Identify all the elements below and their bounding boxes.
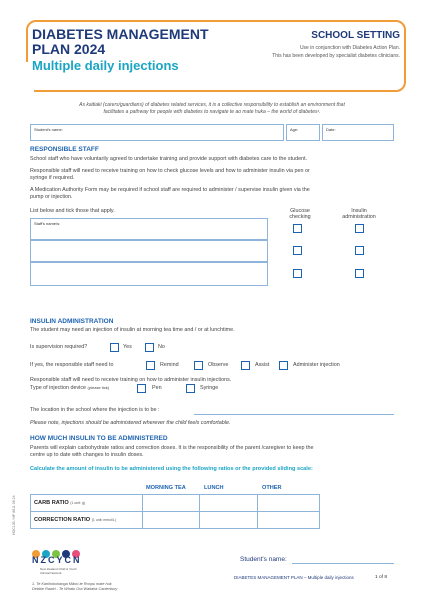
assist-label: Assist — [255, 362, 270, 368]
supervision-yes-label: Yes — [123, 344, 132, 350]
col-morning-tea: MORNING TEA — [146, 485, 186, 491]
intro-line2: facilitates a pathway for people with diabetes to navigate te ao mate huka – the world of diabetes¹. — [103, 109, 321, 115]
staff-name-row-1[interactable] — [30, 218, 268, 240]
header-note-2: This has been developed by specialist diabetes clinicians. — [272, 53, 400, 59]
administer-checkbox[interactable] — [279, 361, 288, 370]
location-input-line[interactable] — [194, 414, 394, 415]
list-prompt: List below and tick those that apply. — [30, 208, 115, 214]
syringe-label: Syringe — [200, 385, 219, 391]
student-name-label: Student's name: — [34, 127, 63, 132]
footnote: 1. Te Kanihokohanga Māori-te Roopu mate huk Debbie Rawiri - Te Whatu Ora Waitaha Canterbury — [32, 582, 118, 591]
supervision-question: Is supervision required? — [30, 344, 88, 350]
carb-other-cell[interactable] — [258, 495, 320, 512]
ratio-table — [30, 494, 320, 529]
school-setting-label: SCHOOL SETTING — [311, 30, 400, 41]
supervision-yes-checkbox[interactable] — [110, 343, 119, 352]
header-note-1: Use in conjunction with Diabetes Action Plan. — [299, 45, 400, 51]
carb-morning-tea-cell[interactable] — [142, 495, 200, 512]
col-insulin-header: Insulin administration — [342, 208, 376, 220]
observe-label: Observe — [208, 362, 229, 368]
insulin-check-2[interactable] — [355, 246, 364, 255]
footer-doc-ref: DIABETES MANAGEMENT PLAN – Multiple daily injections — [234, 575, 354, 580]
glucose-check-1[interactable] — [293, 224, 302, 233]
how-much-p1-l2: centre up to date with changes to insulin doses. — [30, 452, 144, 458]
assist-checkbox[interactable] — [241, 361, 250, 370]
remind-checkbox[interactable] — [146, 361, 155, 370]
doc-title-line2: PLAN 2024 — [32, 41, 106, 57]
carb-ratio-row — [31, 495, 320, 512]
intro-line1: As kaitiaki (carers/guardians) of diabetes related services, it is a collective responsibility to establish an environment that — [79, 102, 345, 108]
supervision-no-checkbox[interactable] — [145, 343, 154, 352]
staff-p2-l2: syringe if required. — [30, 175, 75, 181]
syringe-checkbox[interactable] — [186, 384, 195, 393]
observe-checkbox[interactable] — [194, 361, 203, 370]
age-label: Age: — [290, 127, 299, 132]
device-type-label: Type of injection device (please tick) — [30, 385, 110, 391]
doc-title-line1: DIABETES MANAGEMENT — [32, 26, 209, 42]
footer-student-name-line[interactable] — [292, 563, 394, 564]
calc-instruction: Calculate the amount of insulin to be administered using the following ratios or the provided sliding scale: — [30, 466, 313, 472]
staff-p2-l1: Responsible staff will need to receive training on how to check glucose levels and how to administer insulin via pen or — [30, 168, 310, 174]
corr-lunch-cell[interactable] — [200, 512, 258, 529]
how-much-p1-l1: Parents will explain carbohydrate ratios and correction doses. It is the responsibility of the parent /caregiver to keep the — [30, 445, 314, 451]
insulin-admin-p1: The student may need an injection of insulin at morning tea time and / or at lunchtime. — [30, 327, 235, 333]
col-other: OTHER — [262, 485, 282, 491]
correction-ratio-label: CORRECTION RATIO (1 unit: mmol/L) — [31, 512, 143, 529]
logo-text: NZCYCN — [32, 555, 82, 565]
insulin-admin-heading: INSULIN ADMINISTRATION — [30, 318, 114, 325]
if-yes-label: If yes, the responsible staff need to — [30, 362, 114, 368]
glucose-check-2[interactable] — [293, 246, 302, 255]
responsible-staff-heading: RESPONSIBLE STAFF — [30, 146, 99, 153]
staff-p1: School staff who have voluntarily agreed to undertake training and provide support with diabetes care to the student. — [30, 156, 308, 162]
carb-lunch-cell[interactable] — [200, 495, 258, 512]
doc-subtitle: Multiple daily injections — [32, 58, 179, 73]
injection-note: Please note, injections should be administered wherever the child feels comfortable. — [30, 420, 231, 426]
corr-other-cell[interactable] — [258, 512, 320, 529]
staff-name-row-3[interactable] — [30, 262, 268, 286]
logo-sub: New Zealand Child & Youth Clinical Network — [40, 567, 77, 575]
side-code: HGC135 / HP 8811 08 24 — [12, 495, 16, 535]
pen-label: Pen — [152, 385, 162, 391]
carb-ratio-label: CARB RATIO (1 unit: g) — [31, 495, 143, 512]
staff-names-label: Staff's name/s: — [34, 221, 61, 226]
staff-p3-l1: A Medication Authority Form may be required if school staff are required to administer / supervise insulin given via the — [30, 187, 310, 193]
insulin-check-1[interactable] — [355, 224, 364, 233]
age-field[interactable] — [286, 124, 320, 141]
footer-student-name-label: Student's name: — [240, 556, 287, 563]
how-much-heading: HOW MUCH INSULIN TO BE ADMINISTERED — [30, 435, 168, 442]
remind-label: Remind — [160, 362, 179, 368]
administer-label: Administer injection — [293, 362, 340, 368]
staff-name-row-2[interactable] — [30, 240, 268, 262]
pen-checkbox[interactable] — [137, 384, 146, 393]
glucose-check-3[interactable] — [293, 269, 302, 278]
correction-ratio-row — [31, 512, 320, 529]
page-number: 1 of 8 — [375, 575, 388, 580]
student-name-field[interactable] — [30, 124, 284, 141]
col-glucose-header: Glucose checking — [289, 208, 311, 220]
col-lunch: LUNCH — [204, 485, 224, 491]
supervision-no-label: No — [158, 344, 165, 350]
location-label: The location in the school where the injection is to be : — [30, 407, 160, 413]
training-line: Responsible staff will need to receive training on how to administer insulin injections. — [30, 377, 232, 383]
staff-p3-l2: pump or injection. — [30, 194, 73, 200]
date-field[interactable] — [322, 124, 394, 141]
insulin-check-3[interactable] — [355, 269, 364, 278]
corr-morning-tea-cell[interactable] — [142, 512, 200, 529]
date-label: Date: — [326, 127, 336, 132]
